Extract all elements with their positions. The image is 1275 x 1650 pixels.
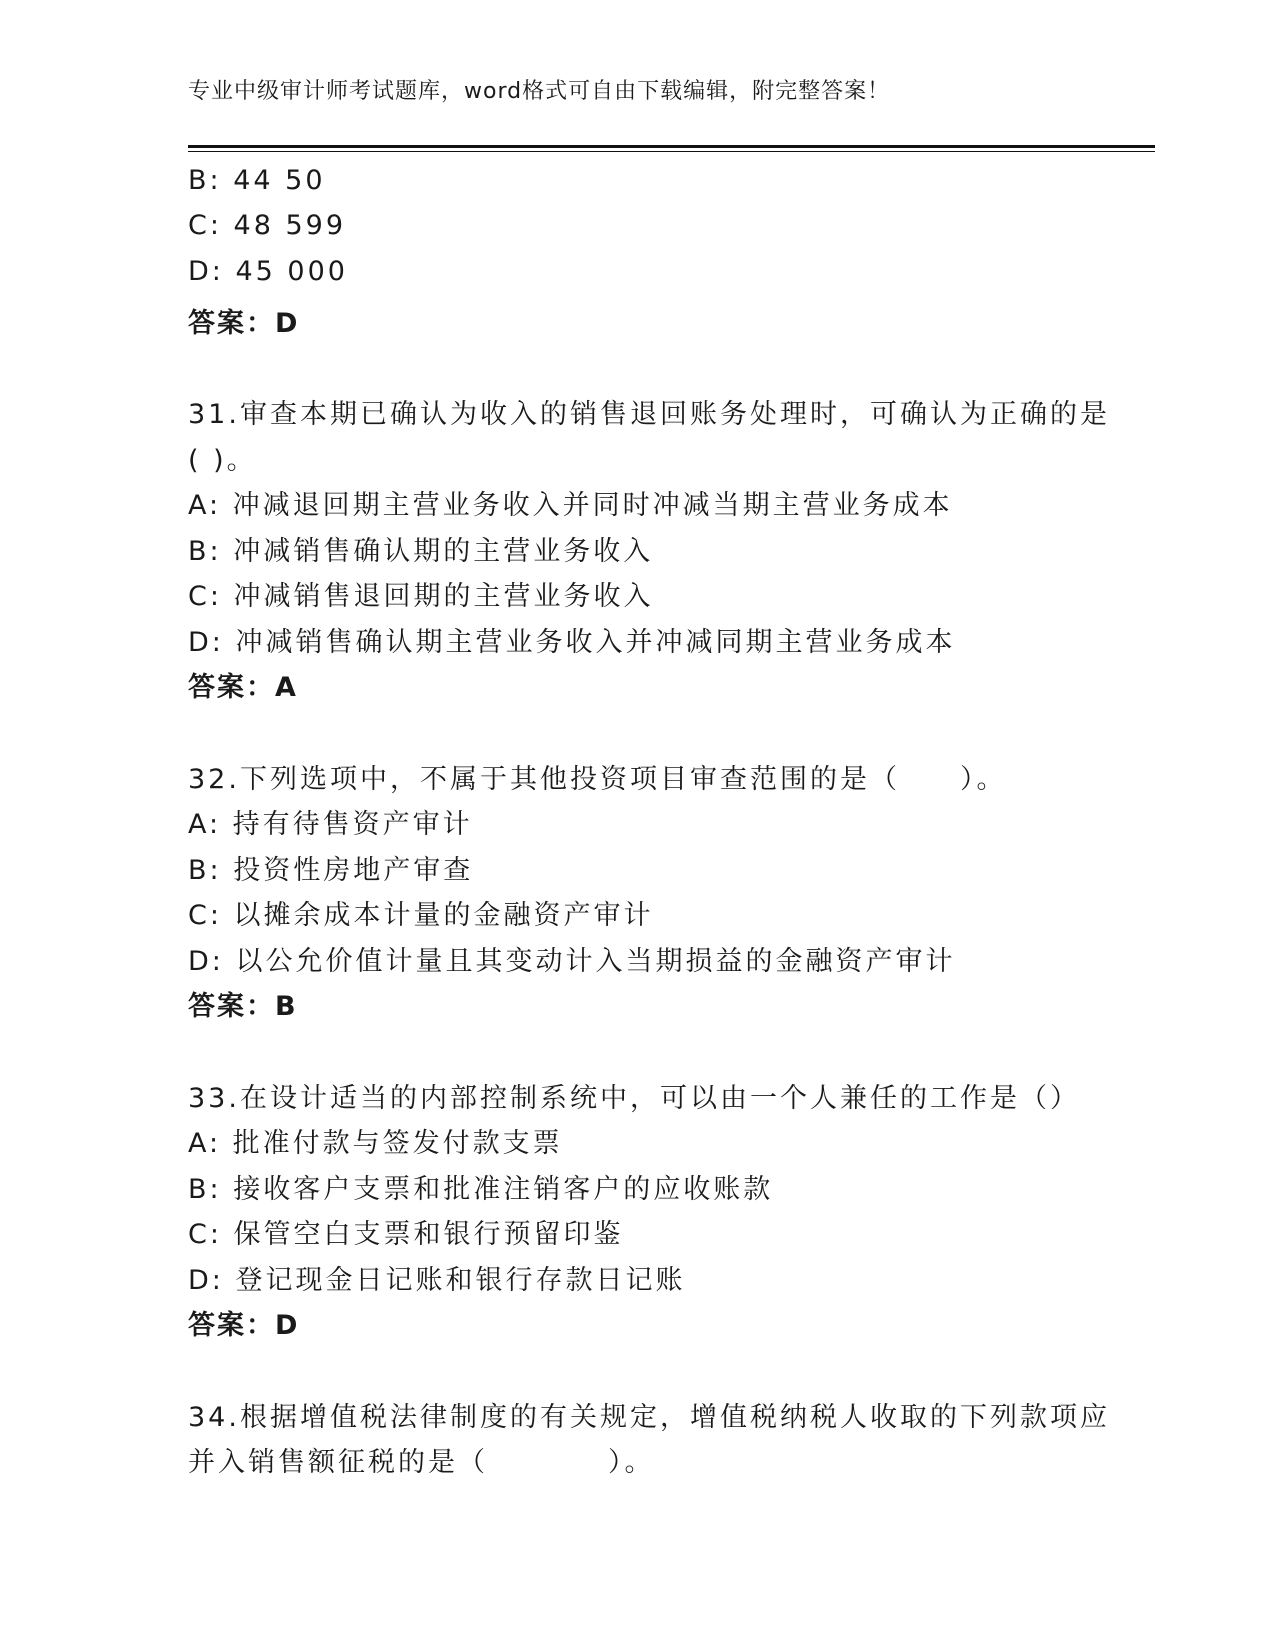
text-line: 33.在设计适当的内部控制系统中，可以由一个人兼任的工作是（）	[188, 1083, 1080, 1114]
text-line: D: 以公允价值计量且其变动计入当期损益的金融资产审计	[188, 946, 956, 977]
text-line: 34.根据增值税法律制度的有关规定，增值税纳税人收取的下列款项应	[188, 1402, 1110, 1433]
text-line: 31.审查本期已确认为收入的销售退回账务处理时，可确认为正确的是	[188, 399, 1110, 430]
text-line: C: 48 599	[188, 210, 347, 241]
text-line: B: 投资性房地产审查	[188, 855, 474, 886]
answer-line: 答案：D	[188, 1310, 300, 1341]
answer-line: 答案：B	[188, 991, 298, 1022]
text-line: B: 接收客户支票和批准注销客户的应收账款	[188, 1174, 774, 1205]
text-line: 32.下列选项中，不属于其他投资项目审查范围的是（ ）。	[188, 764, 1007, 795]
header-rule-thin	[188, 151, 1155, 152]
text-line: A: 批准付款与签发付款支票	[188, 1128, 563, 1159]
text-line: B: 44 50	[188, 165, 326, 196]
text-line: A: 冲减退回期主营业务收入并同时冲减当期主营业务成本	[188, 490, 953, 521]
answer-line: 答案：A	[188, 672, 298, 703]
text-line: D: 45 000	[188, 256, 348, 287]
text-line: A: 持有待售资产审计	[188, 809, 473, 840]
text-line: 并入销售额征税的是（ ）。	[188, 1447, 655, 1478]
text-line: C: 保管空白支票和银行预留印鉴	[188, 1219, 624, 1250]
text-line: C: 冲减销售退回期的主营业务收入	[188, 581, 654, 612]
text-line: D: 冲减销售确认期主营业务收入并冲减同期主营业务成本	[188, 627, 956, 658]
text-line: C: 以摊余成本计量的金融资产审计	[188, 900, 654, 931]
header-rule-thick	[188, 145, 1155, 148]
text-line: ( )。	[188, 445, 257, 476]
page-header: 专业中级审计师考试题库，word格式可自由下载编辑，附完整答案！	[188, 79, 891, 104]
text-line: D: 登记现金日记账和银行存款日记账	[188, 1265, 686, 1296]
text-line: B: 冲减销售确认期的主营业务收入	[188, 536, 654, 567]
answer-line: 答案：D	[188, 308, 300, 339]
